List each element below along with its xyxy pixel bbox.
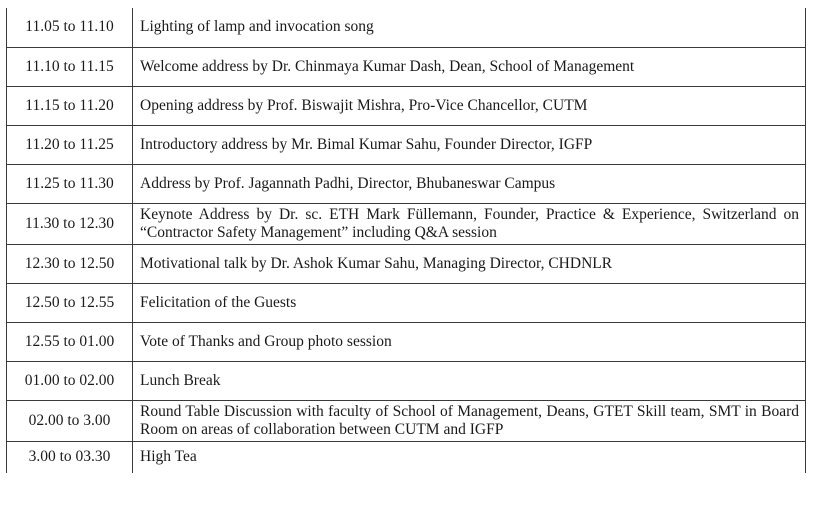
agenda-item: Address by Prof. Jagannath Padhi, Director, Bhubaneswar Campus — [133, 164, 806, 203]
agenda-item: Vote of Thanks and Group photo session — [133, 322, 806, 361]
time-slot: 3.00 to 03.30 — [7, 441, 133, 473]
agenda-item: Felicitation of the Guests — [133, 283, 806, 322]
time-slot: 12.55 to 01.00 — [7, 322, 133, 361]
table-row — [7, 400, 806, 441]
agenda-item: Motivational talk by Dr. Ashok Kumar Sahu, Managing Director, CHDNLR — [133, 244, 806, 283]
table-row — [7, 86, 806, 125]
agenda-table — [6, 8, 806, 473]
time-slot: 12.30 to 12.50 — [7, 244, 133, 283]
table-row — [7, 164, 806, 203]
agenda-item: Lunch Break — [133, 361, 806, 400]
agenda-item: Round Table Discussion with faculty of School of Management, Deans, GTET Skill team, SMT in Board Room on areas of collaboration between CUTM and IGFP — [133, 400, 806, 441]
time-slot: 12.50 to 12.55 — [7, 283, 133, 322]
time-slot: 11.25 to 11.30 — [7, 164, 133, 203]
time-slot: 11.10 to 11.15 — [7, 47, 133, 86]
time-slot: 02.00 to 3.00 — [7, 400, 133, 441]
agenda-item: High Tea — [133, 441, 806, 473]
time-slot: 11.05 to 11.10 — [7, 8, 133, 47]
table-row — [7, 203, 806, 244]
table-row — [7, 47, 806, 86]
table-row — [7, 125, 806, 164]
table-row — [7, 8, 806, 47]
time-slot: 11.20 to 11.25 — [7, 125, 133, 164]
table-row — [7, 441, 806, 473]
table-row — [7, 244, 806, 283]
agenda-item: Keynote Address by Dr. sc. ETH Mark Füllemann, Founder, Practice & Experience, Switzerland on “Contractor Safety Management” including Q&A session — [133, 203, 806, 244]
time-slot: 11.15 to 11.20 — [7, 86, 133, 125]
agenda-item: Introductory address by Mr. Bimal Kumar Sahu, Founder Director, IGFP — [133, 125, 806, 164]
table-row — [7, 361, 806, 400]
agenda-item: Lighting of lamp and invocation song — [133, 8, 806, 47]
agenda-item: Opening address by Prof. Biswajit Mishra, Pro-Vice Chancellor, CUTM — [133, 86, 806, 125]
time-slot: 01.00 to 02.00 — [7, 361, 133, 400]
agenda-item: Welcome address by Dr. Chinmaya Kumar Dash, Dean, School of Management — [133, 47, 806, 86]
table-row — [7, 283, 806, 322]
table-row — [7, 322, 806, 361]
time-slot: 11.30 to 12.30 — [7, 203, 133, 244]
